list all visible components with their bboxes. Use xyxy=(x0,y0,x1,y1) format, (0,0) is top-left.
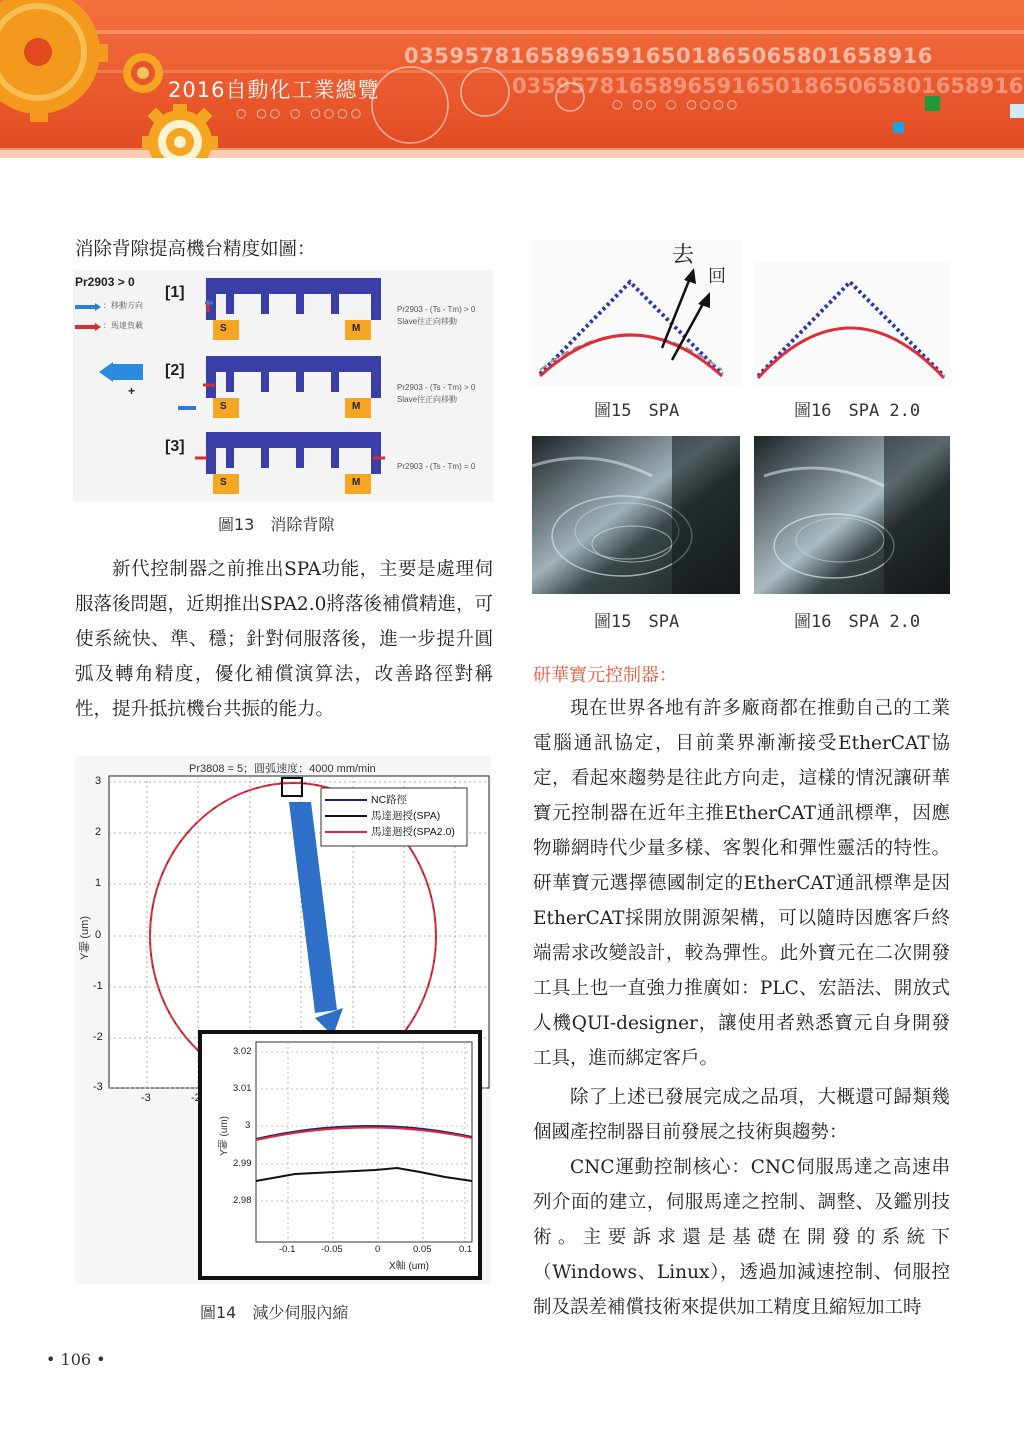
fig13-row1-note-text: Slave往正向移動 xyxy=(397,317,458,326)
fig14-xtick: -3 xyxy=(141,1092,151,1104)
fig14-legend-spa: 馬達迴授(SPA) xyxy=(371,810,441,822)
fig14-inset-ytick: 2.99 xyxy=(233,1158,252,1169)
advantech-paragraph-1: 現在世界各地有許多廠商都在推動自己的工業電腦通訊協定，目前業界漸漸接受EtherCAT協定，看起來趨勢是往此方向走，這樣的情況讓研華寶元控制器在近年主推EtherCAT通訊標準，因應物聯網時代少量多樣、客製化和彈性靈活的特性。研華寶元選擇德國制定的EtherCAT通訊標準是因EtherCAT採開放開源架構，可以隨時因應客戶終端需求改變設計，較為彈性。此外寶元在二次開發工具上也一直強力推廣如：PLC、宏語法、開放式人機QUI-designer，讓使用者熟悉寶元自身開發工具，進而綁定客戶。 xyxy=(533,698,950,1069)
fig14-inset-xtick: -0.1 xyxy=(279,1244,296,1255)
fig13-slave: S xyxy=(220,323,227,334)
fig13-master: M xyxy=(352,477,361,488)
page-number: • 106 • xyxy=(46,1350,106,1369)
fig14-ytick: 1 xyxy=(95,877,102,889)
fig14-xtick: -2 xyxy=(191,1092,201,1104)
fig13-row2-note-text: Slave往正向移動 xyxy=(397,395,458,404)
machining-photo-spa xyxy=(532,436,740,594)
fig14-ytick: -1 xyxy=(93,980,103,992)
header-decor-dots: ○ ○○ ○ ○○○○ xyxy=(236,106,365,120)
fig15-top-caption: 圖15 SPA xyxy=(594,401,680,421)
fig13-row3-note xyxy=(397,461,491,473)
fig13-legend-move: ：移動方向 xyxy=(103,301,143,310)
fig14-y-label: Y軸 (um) xyxy=(79,916,91,960)
fig14-caption: 圖14 減少伺服內縮 xyxy=(200,1303,349,1322)
fig14-inset-xtick: 0.05 xyxy=(413,1244,432,1255)
fig16-top-caption: 圖16 SPA 2.0 xyxy=(794,401,921,421)
fig14-legend-nc-path: NC路徑 xyxy=(371,794,408,806)
spa2-corner-path-plot xyxy=(754,262,950,386)
fig13-legend-force: ：馬達負載 xyxy=(103,321,143,330)
fig14-inset-xtick: 0.1 xyxy=(459,1244,473,1255)
fig14-inset-x-label: X軸 (um) xyxy=(389,1261,429,1272)
fig13-row3-label: [3] xyxy=(165,438,185,455)
medium-gear-icon xyxy=(142,104,218,158)
fig13-slave: S xyxy=(220,401,227,412)
fig14-ytick: 0 xyxy=(95,929,102,941)
cnc-core-paragraph: CNC運動控制核心：CNC伺服馬達之高速串列介面的建立，伺服馬達之控制、調整、及鑑別技術。主要訴求還是基礎在開發的系統下（Windows、Linux），透過加減速控制、伺服控制及誤差補償技術來提供加工精度且縮短加工時 xyxy=(533,1157,950,1318)
fig14-inset-y-label: Y軸 (um) xyxy=(219,1116,230,1156)
fig14-inset-xtick: -0.05 xyxy=(321,1244,343,1255)
fig14-inset-ytick: 3 xyxy=(245,1120,251,1131)
machined-surface-image xyxy=(754,436,950,594)
fig13-row2-formula: Pr2903 - (Ts - Tm) > 0 xyxy=(397,383,476,392)
machined-surface-image xyxy=(532,436,740,594)
header-decor-digits: 035957816589659165018650658016589​16 xyxy=(404,44,933,68)
fig14-ytick: -2 xyxy=(93,1031,103,1043)
fig14-inset-ytick: 2.98 xyxy=(233,1195,252,1206)
fig15-photo-caption: 圖15 SPA xyxy=(594,612,680,632)
fig14-inset-ytick: 3.01 xyxy=(233,1083,252,1094)
fig13-master: M xyxy=(352,401,361,412)
fig13-row2-note xyxy=(397,382,491,406)
fig13-row3-formula: Pr2903 - (Ts - Tm) = 0 xyxy=(397,462,476,471)
fig13-slave: S xyxy=(220,477,227,488)
header-decor-digits-faded: 035957816589659165018650658016589​16 xyxy=(512,74,1024,98)
fig13-plus-sign: + xyxy=(128,384,136,398)
figure-15-path xyxy=(532,240,742,386)
fig15-label-go: 去 xyxy=(672,243,695,268)
fig13-row1-label: [1] xyxy=(165,284,185,301)
publication-title: 2016自動化工業總覽 xyxy=(168,78,380,102)
machining-photo-spa2 xyxy=(754,436,950,594)
fig14-ytick: 3 xyxy=(95,775,102,787)
fig13-condition: Pr2903 > 0 xyxy=(75,275,135,289)
fig14-ytick: -3 xyxy=(93,1081,103,1093)
fig13-row2-label: [2] xyxy=(165,362,185,379)
fig13-master: M xyxy=(352,323,361,334)
small-gear-icon xyxy=(123,53,163,93)
fig15-label-back: 回 xyxy=(708,266,726,287)
fig13-row1-formula: Pr2903 - (Ts - Tm) > 0 xyxy=(397,305,476,314)
header-decor-dots: ○ ○○ ○ ○○○○ xyxy=(612,97,741,111)
fig16-photo-caption: 圖16 SPA 2.0 xyxy=(794,612,921,632)
page-header-banner xyxy=(0,0,1024,158)
section-heading-advantech: 研華寶元控制器： xyxy=(533,665,677,686)
fig14-inset-ytick: 3.02 xyxy=(233,1046,252,1057)
spa-paragraph: 新代控制器之前推出SPA功能，主要是處理伺服落後問題，近期推出SPA2.0將落後補償精進，可使系統快、準、穩；針對伺服落後，進一步提升圓弧及轉角精度，優化補償演算法，改善路徑對稱性，提升抵抗機台共振的能力。 xyxy=(75,559,493,720)
fig13-caption: 圖13 消除背隙 xyxy=(218,515,335,534)
fig14-ytick: 2 xyxy=(95,826,102,838)
advantech-paragraph-2: 除了上述已發展完成之品項，大概還可歸類幾個國產控制器目前發展之技術與趨勢： xyxy=(533,1087,950,1143)
fig13-row1-note xyxy=(397,304,491,328)
fig14-inset-xtick: 0 xyxy=(375,1244,381,1255)
fig14-title: Pr3808 = 5；圓弧速度：4000 mm/min xyxy=(189,763,376,775)
figure-13 xyxy=(73,270,493,502)
intro-text: 消除背隙提高機台精度如圖： xyxy=(75,239,316,260)
figure-14 xyxy=(75,756,491,1284)
fig14-legend-spa20: 馬達迴授(SPA2.0) xyxy=(371,826,455,838)
figure-16-path xyxy=(754,262,950,386)
